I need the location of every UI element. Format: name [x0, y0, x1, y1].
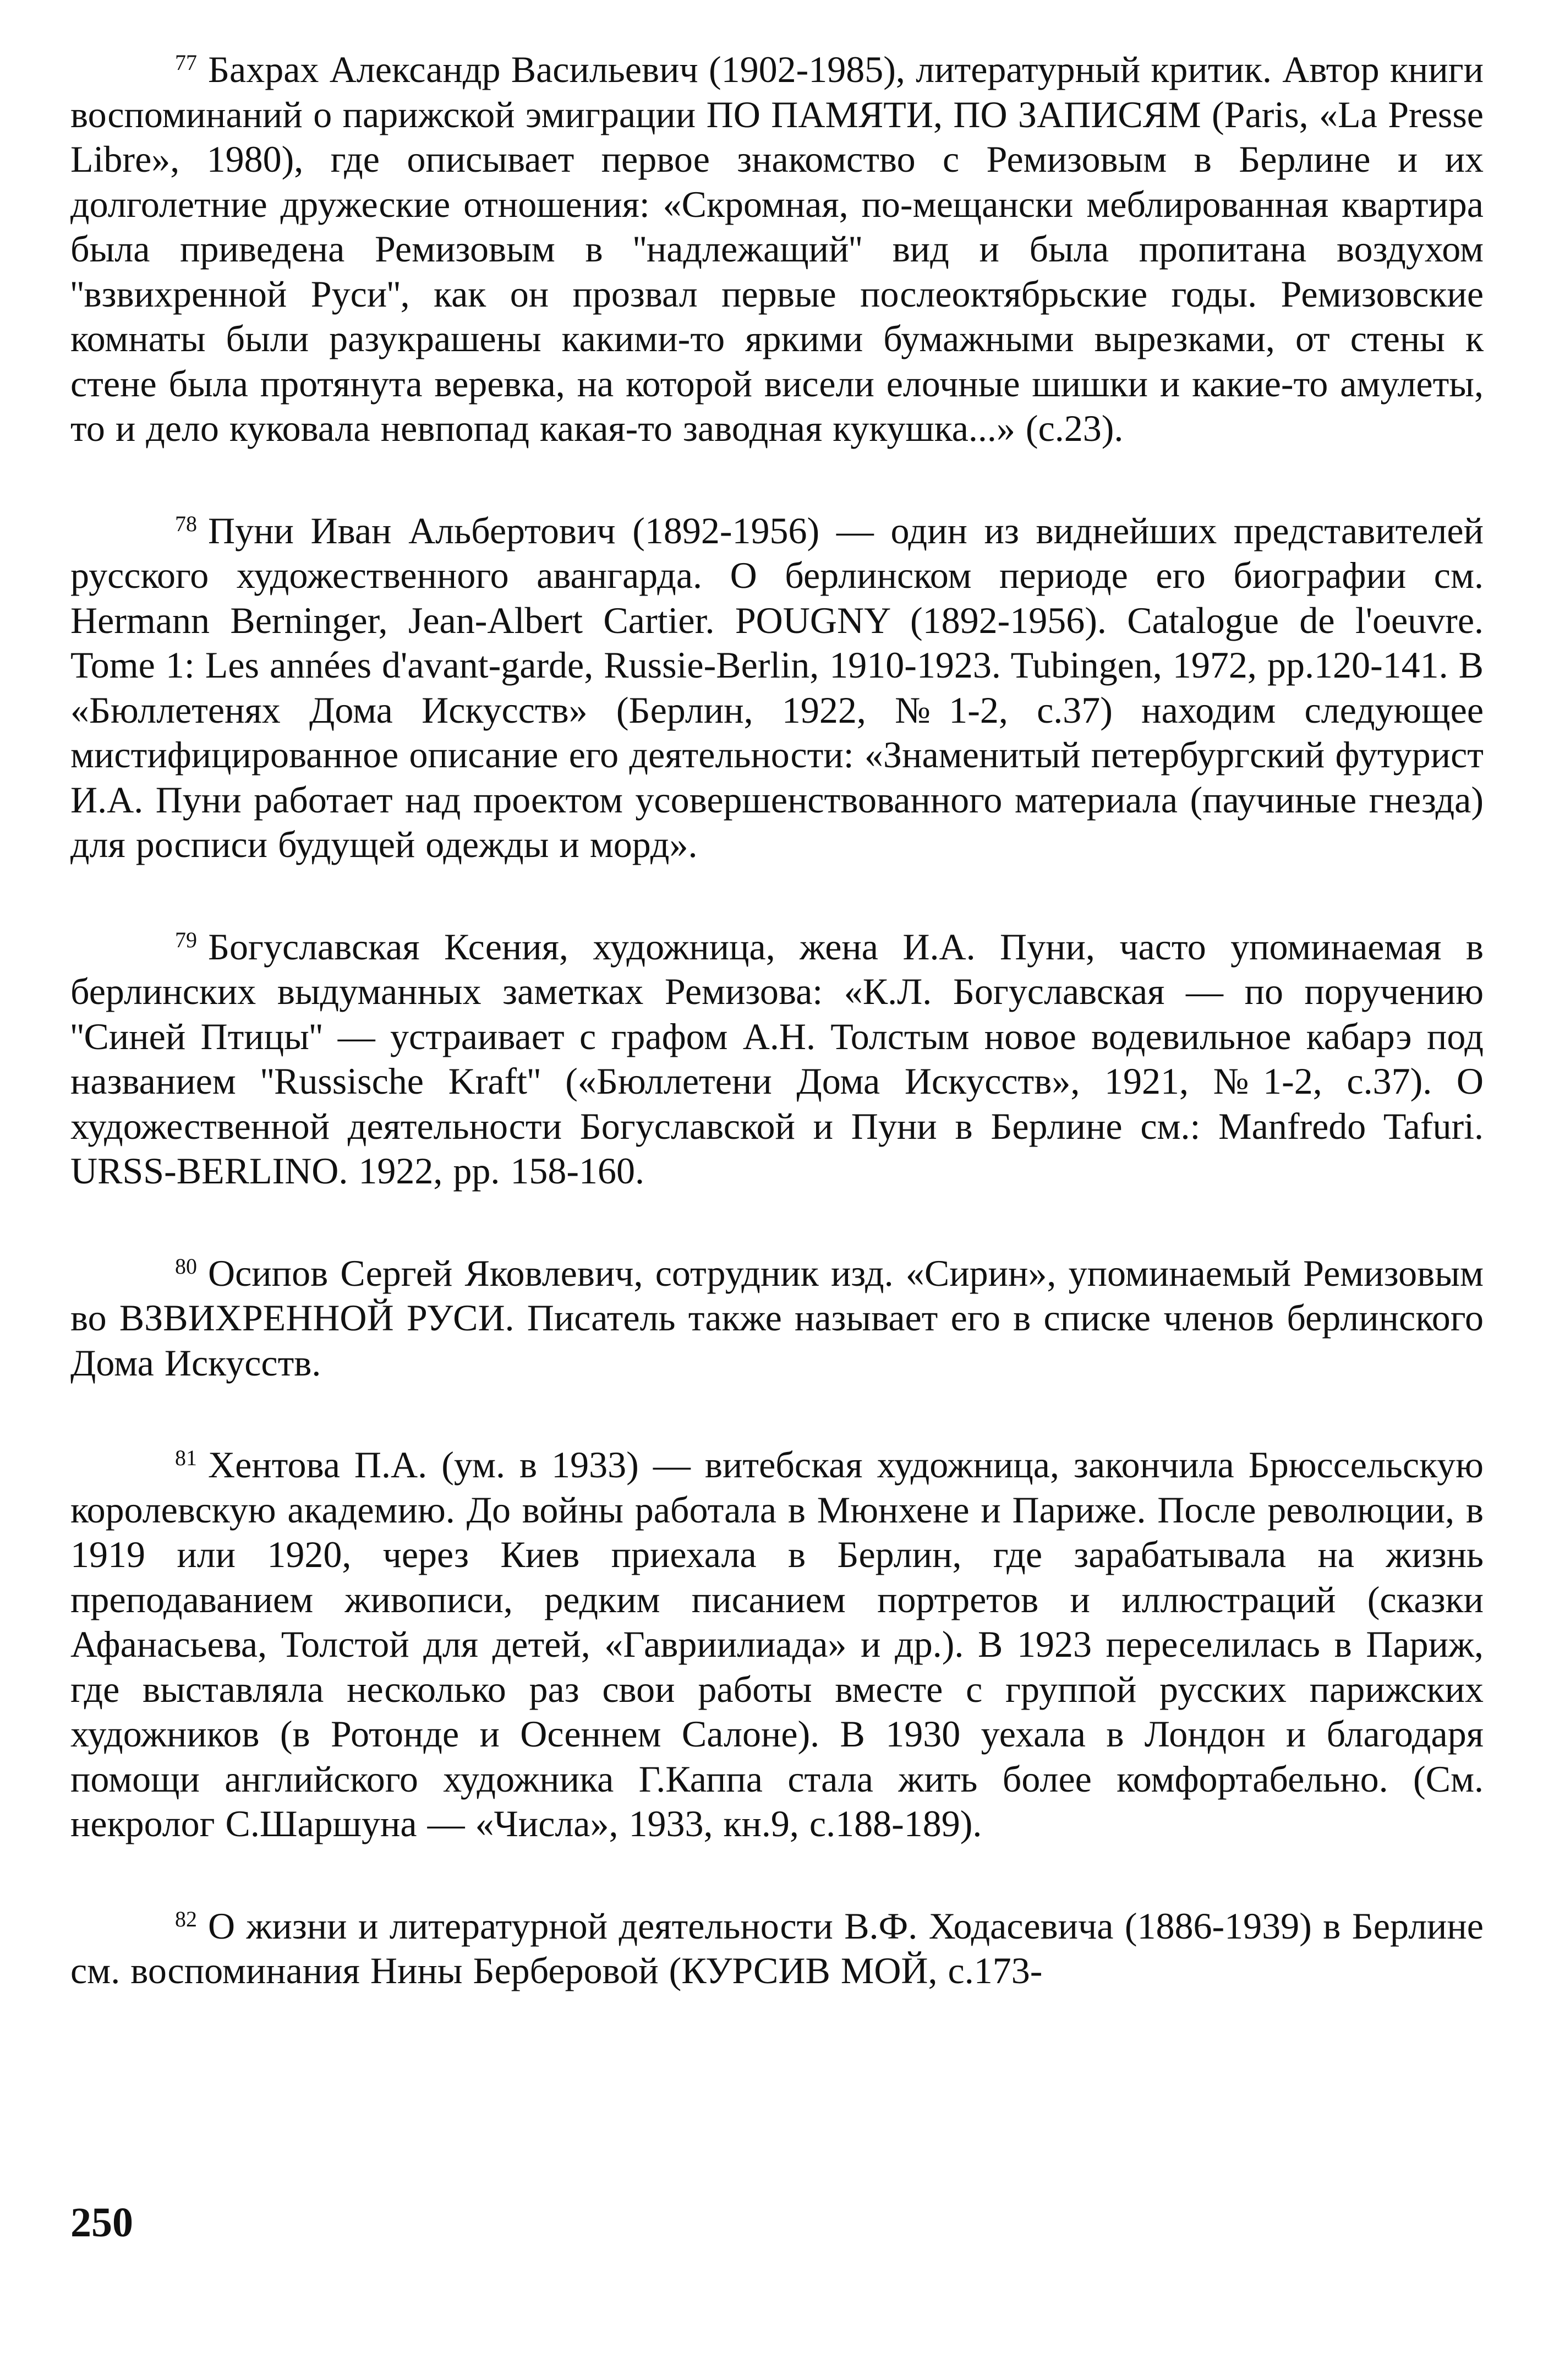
footnote-81 — [70, 1443, 1484, 1847]
footnote-number: 79 — [175, 927, 197, 952]
footnote-text: О жизни и литературной деятельности В.Ф. Ходасевича (1886-1939) в Берлине см. воспоминания Нины Берберовой (КУРСИВ МОЙ, с.173- — [70, 1904, 1484, 1991]
footnote-number: 81 — [175, 1445, 197, 1470]
footnote-text: Богуславская Ксения, художница, жена И.А. Пуни, часто упоминаемая в берлинских выдуманных заметках Ремизова: «К.Л. Богуславская — по поручению ''Синей Птицы'' — устраивает с графом А.Н. Толстым новое водевильное кабарэ под названием ''Russische Kraft'' («Бюллетени Дома Искусств», 1921, №1-2, с.37). О художественной деятельности Богуславской и Пуни в Берлине см.: Manfredo Tafuri. URSS-BERLINO. 1922, pp. 158-160. — [70, 925, 1484, 1192]
footnote-78 — [70, 509, 1484, 867]
footnote-82 — [70, 1904, 1484, 1994]
footnote-number: 80 — [175, 1253, 197, 1279]
footnotes-page — [70, 47, 1484, 2051]
footnote-number: 77 — [175, 50, 197, 75]
footnote-text: Осипов Сергей Яковлевич, сотрудник изд. «Сирин», упоминаемый Ремизовым во ВЗВИХРЕННОЙ РУСИ. Писатель также называет его в списке членов берлинского Дома Искусств. — [70, 1252, 1484, 1384]
footnote-77 — [70, 47, 1484, 451]
footnote-text: Бахрах Александр Васильевич (1902-1985), литературный критик. Автор книги воспоминаний о парижской эмиграции ПО ПАМЯТИ, ПО ЗАПИСЯМ (Paris, «La Presse Libre», 1980), где описывает первое знакомство с Ремизовым в Берлине и их долголетние дружеские отношения: «Скромная, по-мещански меблированная квартира была приведена Ремизовым в ''надлежащий'' вид и была пропитана воздухом ''взвихренной Руси'', как он прозвал первые послеоктябрьские годы. Ремизовские комнаты были разукрашены какими-то яркими бумажными вырезками, от стены к стене была протянута веревка, на которой висели елочные шишки и какие-то амулеты, то и дело куковала невпопад какая-то заводная кукушка...» (с.23). — [70, 48, 1484, 449]
footnote-number: 82 — [175, 1906, 197, 1931]
footnote-text: Пуни Иван Альбертович (1892-1956) — один из виднейших представителей русского художественного авангарда. О берлинском периоде его биографии см. Hermann Berninger, Jean-Albert Cartier. POUGNY (1892-1956). Catalogue de l'oeuvre. Tome 1: Les années d'avant-garde, Russie-Berlin, 1910-1923. Tubingen, 1972, pp.120-141. В «Бюллетенях Дома Искусств» (Берлин, 1922, №1-2, с.37) находим следующее мистифицированное описание его деятельности: «Знаменитый петербургский футурист И.А. Пуни работает над проектом усовершенствованного материала (паучиные гнезда) для росписи будущей одежды и морд». — [70, 509, 1484, 865]
footnote-79 — [70, 925, 1484, 1194]
page-number: 250 — [70, 2199, 133, 2246]
footnote-text: Хентова П.А. (ум. в 1933) — витебская художница, закончила Брюссельскую королевскую академию. До войны работала в Мюнхене и Париже. После революции, в 1919 или 1920, через Киев приехала в Берлин, где зарабатывала на жизнь преподаванием живописи, редким писанием портретов и иллюстраций (сказки Афанасьева, Толстой для детей, «Гавриилиада» и др.). В 1923 переселилась в Париж, где выставляла несколько раз свои работы вместе с группой русских парижских художников (в Ротонде и Осеннем Салоне). В 1930 уехала в Лондон и благодаря помощи английского художника Г.Каппа стала жить более комфортабельно. (См. некролог С.Шаршуна — «Числа», 1933, кн.9, с.188-189). — [70, 1444, 1484, 1844]
footnote-number: 78 — [175, 511, 197, 536]
footnote-80 — [70, 1251, 1484, 1386]
